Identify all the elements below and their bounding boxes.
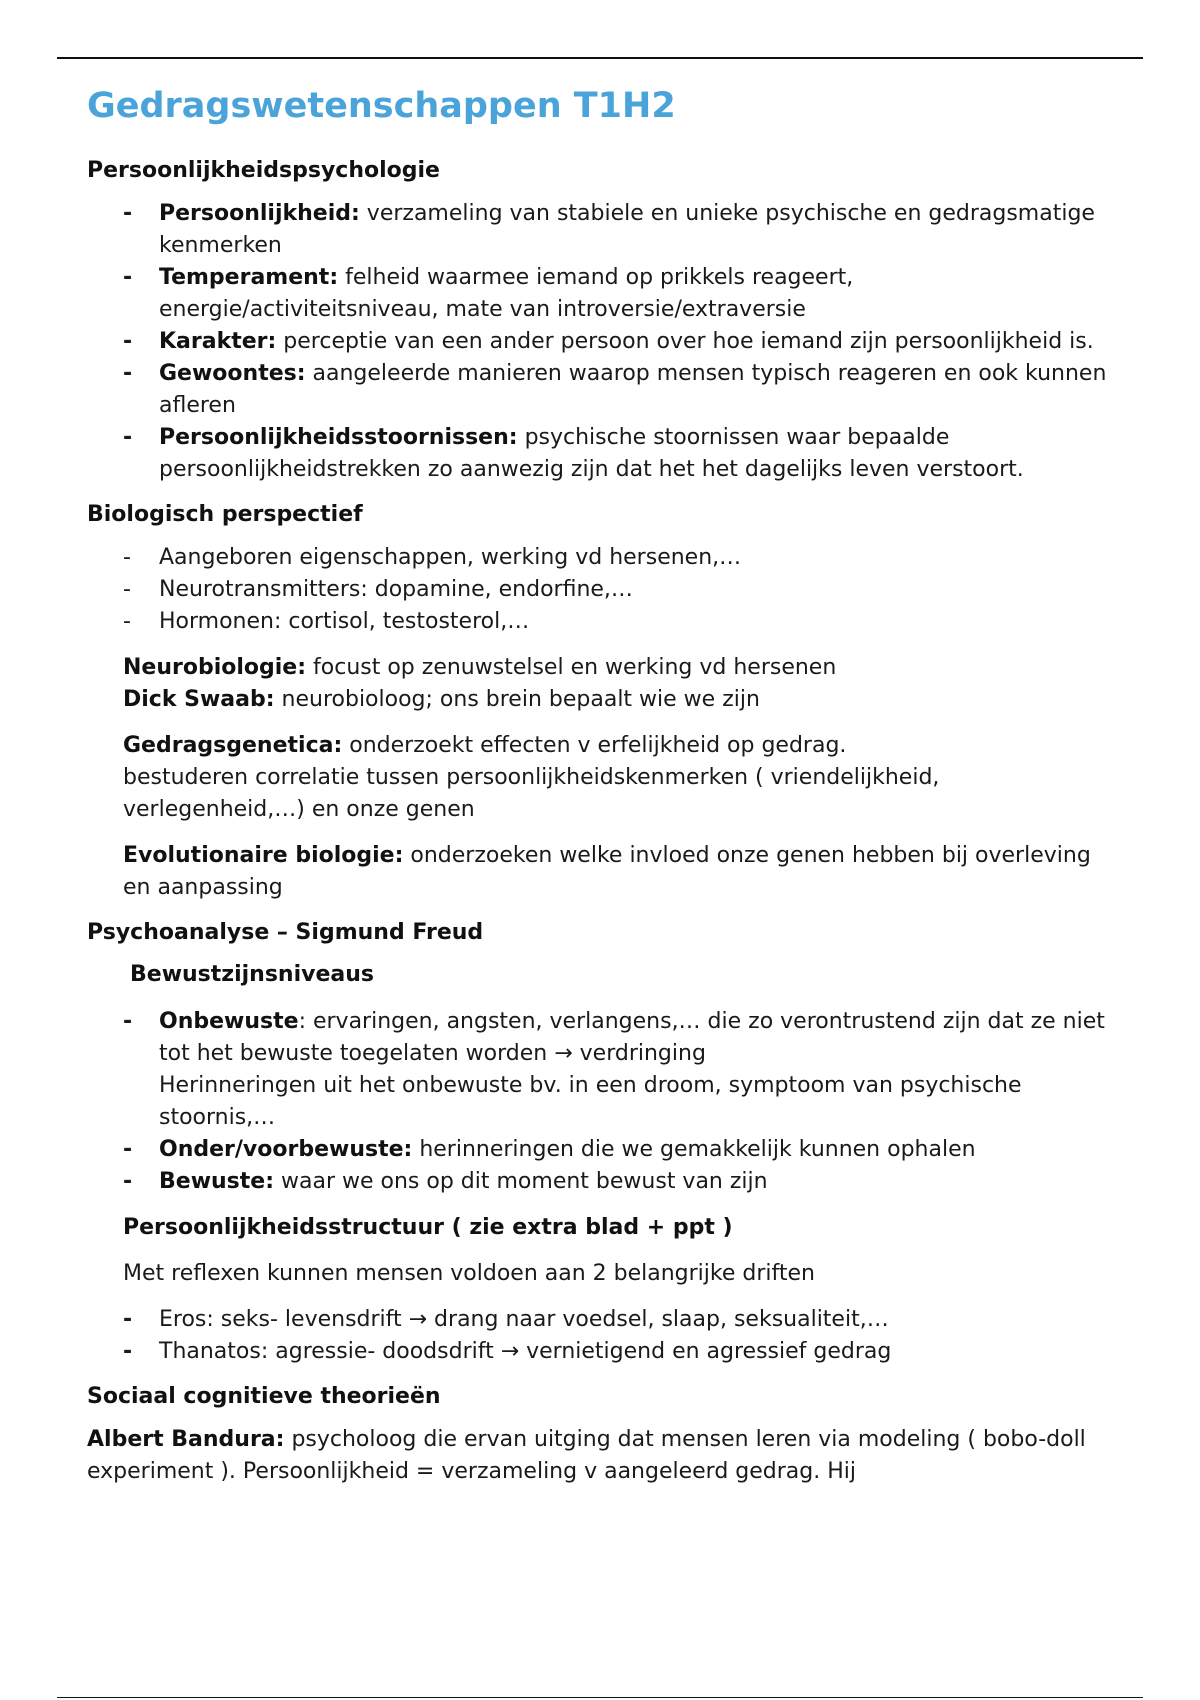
list-item: - Neurotransmitters: dopamine, endorfine,… [87, 574, 1117, 606]
definitions-list [87, 198, 1117, 486]
drives-list [87, 1304, 1117, 1368]
heading-bewustzijnsniveaus: Bewustzijnsniveaus [130, 962, 374, 987]
neurobiologie-paragraph: Neurobiologie: focust op zenuwstelsel en werking vd hersenen [123, 655, 837, 680]
list-item: - Temperament: felheid waarmee iemand op prikkels reageert, energie/activiteitsniveau, mate van introversie/extraversie [87, 262, 1117, 326]
list-item: - Hormonen: cortisol, testosterol,… [87, 606, 1117, 638]
structure-intro: Met reflexen kunnen mensen voldoen aan 2 belangrijke driften [123, 1261, 815, 1286]
gedragsgenetica-detail: bestuderen correlatie tussen persoonlijkheidskenmerken ( vriendelijkheid, verlegenheid,…) en onze genen [123, 765, 940, 822]
list-item: - Onbewuste: ervaringen, angsten, verlangens,… die zo verontrustend zijn dat ze niet tot het bewuste toegelaten worden → verdringing Herinneringen uit het onbewuste bv. in een droom, symptoom van psychische stoornis,… [87, 1006, 1117, 1134]
list-item: - Bewuste: waar we ons op dit moment bewust van zijn [87, 1166, 1117, 1198]
structure-heading: Persoonlijkheidsstructuur ( zie extra blad + ppt ) [123, 1215, 733, 1240]
heading-biologisch-perspectief: Biologisch perspectief [87, 502, 363, 527]
bandura-paragraph: Albert Bandura: psycholoog die ervan uitging dat mensen leren via modeling ( bobo-doll experiment ). Persoonlijkheid = verzameling v aangeleerd gedrag. Hij [87, 1427, 1086, 1484]
consciousness-levels-list [87, 1006, 1117, 1198]
heading-sociaal-cognitieve-theorieen: Sociaal cognitieve theorieën [87, 1384, 441, 1409]
evolutionaire-biologie-paragraph: Evolutionaire biologie: onderzoeken welke invloed onze genen hebben bij overleving en aanpassing [123, 843, 1091, 900]
gedragsgenetica-paragraph: Gedragsgenetica: onderzoekt effecten v erfelijkheid op gedrag. [123, 733, 847, 758]
list-item: - Gewoontes: aangeleerde manieren waarop mensen typisch reageren en ook kunnen afleren [87, 358, 1117, 422]
heading-persoonlijkheidspsychologie: Persoonlijkheidspsychologie [87, 158, 440, 183]
list-item: - Aangeboren eigenschappen, werking vd hersenen,… [87, 542, 1117, 574]
document-page [87, 78, 1117, 1488]
list-item: - Persoonlijkheidsstoornissen: psychische stoornissen waar bepaalde persoonlijkheidstrekken zo aanwezig zijn dat het het dagelijks leven verstoort. [87, 422, 1117, 486]
list-item: - Thanatos: agressie- doodsdrift → vernietigend en agressief gedrag [87, 1336, 1117, 1368]
bottom-rule [57, 1697, 1143, 1698]
biology-list [87, 542, 1117, 638]
list-item: - Persoonlijkheid: verzameling van stabiele en unieke psychische en gedragsmatige kenmerken [87, 198, 1117, 262]
heading-psychoanalyse: Psychoanalyse – Sigmund Freud [87, 920, 484, 945]
list-item: - Eros: seks- levensdrift → drang naar voedsel, slaap, seksualiteit,… [87, 1304, 1117, 1336]
top-rule [57, 57, 1143, 59]
list-item: - Karakter: perceptie van een ander persoon over hoe iemand zijn persoonlijkheid is. [87, 326, 1117, 358]
list-item: - Onder/voorbewuste: herinneringen die we gemakkelijk kunnen ophalen [87, 1134, 1117, 1166]
document-title: Gedragswetenschappen T1H2 [87, 86, 676, 126]
swaab-paragraph: Dick Swaab: neurobioloog; ons brein bepaalt wie we zijn [123, 687, 760, 712]
